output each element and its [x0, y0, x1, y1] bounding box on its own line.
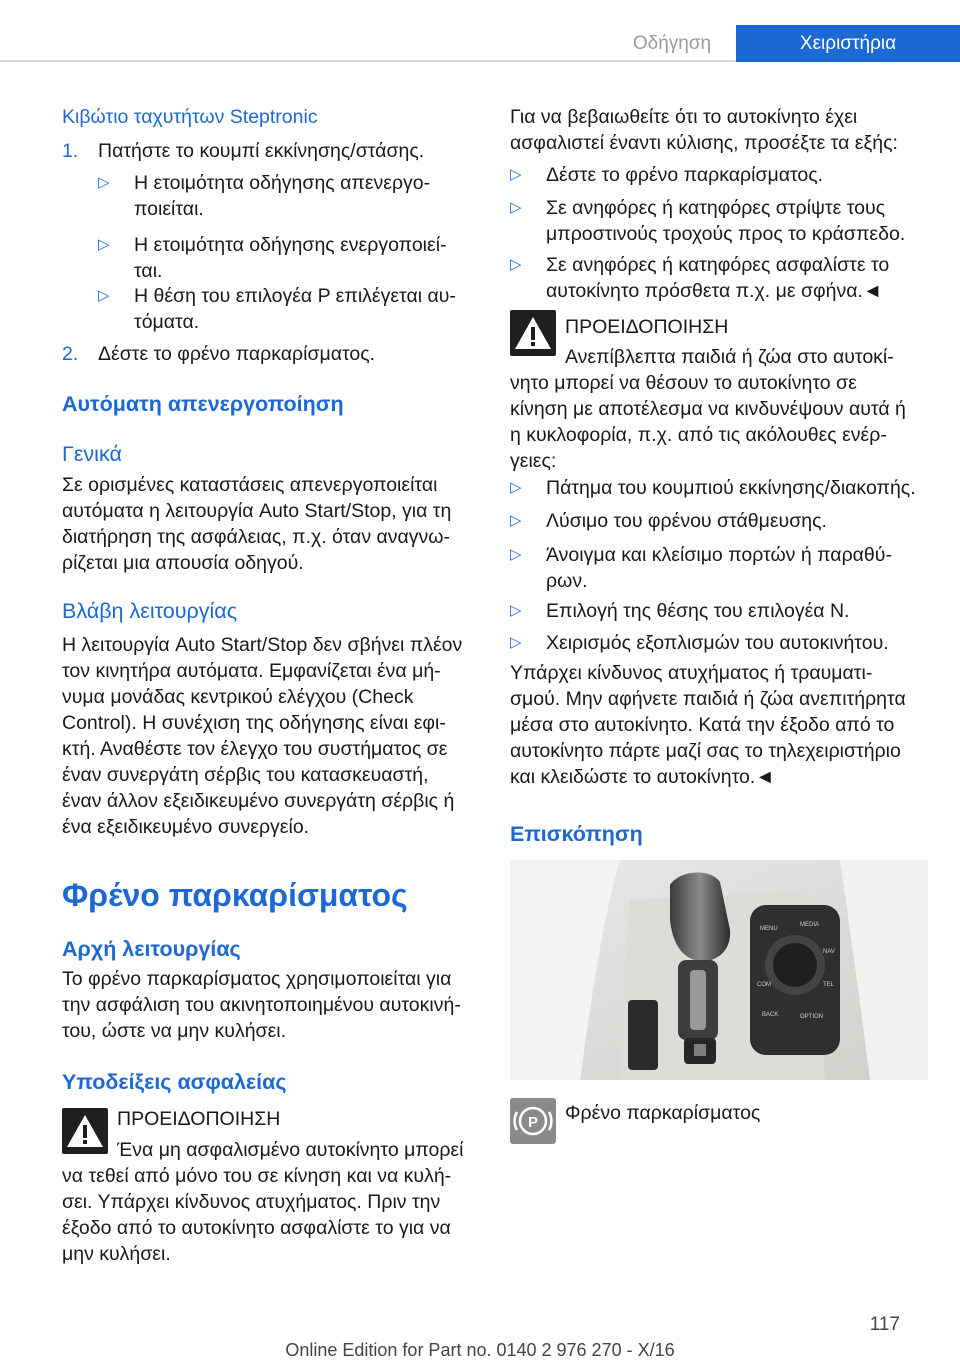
bullet-line: Η ετοιμότητα οδήγησης απενεργο‐ [134, 172, 431, 194]
text-line: την ασφάλιση του ακινητοποιημένου αυτοκινή‐ [62, 994, 461, 1016]
console-button-label: TEL [823, 982, 835, 988]
fault-paragraph [62, 632, 502, 840]
step-text: Πατήστε το κουμπί εκκίνησης/στάσης. [98, 140, 425, 162]
intro-paragraph [510, 104, 950, 156]
text-line: σμού. Μην αφήνετε παιδιά ή ζώα ανεπιτήρητα [510, 688, 906, 710]
text-line: έξοδο από το αυτοκίνητο ασφαλίστε το για να [62, 1217, 451, 1239]
triangle-bullet-icon: ▷ [98, 287, 110, 304]
text-line: γειες: [510, 450, 557, 472]
text-line: Το φρένο παρκαρίσματος χρησιμοποιείται για [62, 968, 452, 990]
general-paragraph [62, 472, 502, 576]
bullet-line: Η ετοιμότητα οδήγησης ενεργοποιεί‐ [134, 234, 447, 256]
text-line: Υπάρχει κίνδυνος ατυχήματος ή τραυματι‐ [510, 662, 873, 684]
text-line: αυτόματα η λειτουργία Auto Start/Stop, για τη [62, 500, 452, 522]
triangle-bullet-icon: ▷ [510, 479, 522, 496]
bullet-line: Λύσιμο του φρένου στάθμευσης. [546, 510, 827, 532]
bullet-line: Άνοιγμα και κλείσιμο πορτών ή παραθύ‐ [546, 544, 892, 566]
triangle-bullet-icon: ▷ [98, 174, 110, 191]
bullet-line: Πάτημα του κουμπιού εκκίνησης/διακοπής. [546, 477, 916, 499]
text-line: ρίζεται μια απουσία οδηγού. [62, 552, 304, 574]
text-line: νητο μπορεί να θέσουν το αυτοκίνητο σε [510, 372, 857, 394]
console-button-label: BACK [762, 1012, 779, 1018]
bullet-line: ρων. [546, 570, 588, 592]
text-line: ένα εξειδικευμένο συνεργείο. [62, 816, 310, 838]
text-line: διατήρηση της ασφάλειας, π.χ. όταν αναγνω‐ [62, 526, 451, 548]
principle-paragraph [62, 966, 502, 1044]
text-line: του, ώστε να μην κυλήσει. [62, 1020, 287, 1042]
general-heading: Γενικά [62, 442, 122, 466]
bullet-line: Σε ανηφόρες ή κατηφόρες στρίψτε τους [546, 197, 886, 219]
step-number: 1. [62, 140, 79, 162]
console-button-label: MEDIA [800, 922, 820, 928]
parking-brake-heading: Φρένο παρκαρίσματος [62, 877, 408, 913]
parking-brake-icon [510, 1098, 556, 1144]
triangle-bullet-icon: ▷ [510, 602, 522, 619]
triangle-bullet-icon: ▷ [510, 512, 522, 529]
triangle-bullet-icon: ▷ [98, 236, 110, 253]
bullet-line: Χειρισμός εξοπλισμών του αυτοκινήτου. [546, 632, 889, 654]
page-number: 117 [869, 1314, 900, 1335]
triangle-bullet-icon: ▷ [510, 256, 522, 273]
step-number: 2. [62, 343, 79, 365]
text-line: η κυκλοφορία, π.χ. από τις ακόλουθες ενέρ‐ [510, 424, 887, 446]
warning-label: ΠΡΟΕΙΔΟΠΟΙΗΣΗ [565, 316, 729, 338]
text-line: έναν συνεργάτη σέρβις του κατασκευαστή, [62, 764, 429, 786]
center-console-photo [510, 860, 928, 1080]
edition-footer: Online Edition for Part no. 0140 2 976 270 - X/16 [285, 1340, 675, 1360]
bullet-line: Σε ανηφόρες ή κατηφόρες ασφαλίστε το [546, 254, 890, 276]
tab-controls[interactable]: Χειριστήρια [736, 25, 960, 62]
text-line: να τεθεί από μόνο του σε κίνηση και να κυλή‐ [62, 1165, 452, 1187]
steptronic-title: Κιβώτιο ταχυτήτων Steptronic [62, 106, 318, 128]
triangle-bullet-icon: ▷ [510, 634, 522, 651]
text-line: αυτοκίνητο πάρτε μαζί σας το τηλεχειριστήριο [510, 740, 901, 762]
text-line: κτή. Αναθέστε τον έλεγχο του συστήματος σε [62, 738, 448, 760]
tab-driving[interactable]: Οδήγηση [632, 33, 712, 54]
bullet-line: Επιλογή της θέσης του επιλογέα N. [546, 600, 850, 622]
bullet-line: μπροστινούς τροχούς προς το κράσπεδο. [546, 223, 906, 245]
text-line: ασφαλιστεί έναντι κύλισης, προσέξτε τα εξής: [510, 132, 898, 154]
risk-paragraph [510, 660, 950, 790]
text-line: Η λειτουργία Auto Start/Stop δεν σβήνει πλέον [62, 634, 463, 656]
warning-icon [62, 1108, 108, 1154]
console-button-label: COM [757, 982, 771, 988]
text-line: μην κυλήσει. [62, 1243, 171, 1265]
safety-heading: Υποδείξεις ασφαλείας [62, 1070, 287, 1094]
text-line: και κλειδώστε το αυτοκίνητο.◄ [510, 766, 775, 788]
parking-brake-caption: Φρένο παρκαρίσματος [565, 1102, 761, 1124]
triangle-bullet-icon: ▷ [510, 546, 522, 563]
bullet-line: τόματα. [134, 311, 200, 333]
text-line: τον κινητήρα αυτόματα. Εμφανίζεται ένα μή‐ [62, 660, 441, 682]
triangle-bullet-icon: ▷ [510, 166, 522, 183]
overview-heading: Επισκόπηση [510, 822, 643, 846]
warning-line: Ανεπίβλεπτα παιδιά ή ζώα στο αυτοκί‐ [565, 346, 894, 368]
text-line: Control). Η συνέχιση της οδήγησης είναι εφι‐ [62, 712, 446, 734]
text-line: έναν άλλον εξειδικευμένο συνεργάτη σέρβις ή [62, 790, 455, 812]
text-line: μέσα στο αυτοκίνητο. Κατά την έξοδο από το [510, 714, 895, 736]
bullet-line: Η θέση του επιλογέα P επιλέγεται αυ‐ [134, 285, 456, 307]
bullet-line: ται. [134, 260, 163, 282]
console-button-label: OPTION [800, 1014, 824, 1020]
triangle-bullet-icon: ▷ [510, 199, 522, 216]
auto-off-heading: Αυτόματη απενεργοποίηση [62, 392, 344, 416]
text-line: Σε ορισμένες καταστάσεις απενεργοποιείται [62, 474, 438, 496]
warning-icon [510, 310, 556, 356]
text-line: κίνηση με αποτέλεσμα να κινδυνέψουν αυτά ή [510, 398, 906, 420]
warning-paragraph [510, 370, 950, 474]
warning-paragraph [62, 1163, 502, 1267]
text-line: νυμα μονάδας κεντρικού ελέγχου (Check [62, 686, 414, 708]
console-button-label: MENU [760, 926, 778, 932]
svg-text:P: P [527, 1114, 539, 1131]
fault-heading: Βλάβη λειτουργίας [62, 599, 238, 623]
principle-heading: Αρχή λειτουργίας [62, 937, 241, 961]
warning-label: ΠΡΟΕΙΔΟΠΟΙΗΣΗ [117, 1108, 281, 1130]
text-line: σει. Υπάρχει κίνδυνος ατυχήματος. Πριν την [62, 1191, 441, 1213]
step-text: Δέστε το φρένο παρκαρίσματος. [98, 343, 376, 365]
text-line: Για να βεβαιωθείτε ότι το αυτοκίνητο έχει [510, 106, 858, 128]
warning-line: Ένα μη ασφαλισμένο αυτοκίνητο μπορεί [117, 1139, 464, 1161]
console-button-label: NAV [823, 949, 835, 955]
bullet-line: Δέστε το φρένο παρκαρίσματος. [546, 164, 824, 186]
bullet-line: αυτοκίνητο πρόσθετα π.χ. με σφήνα.◄ [546, 280, 883, 302]
bullet-line: ποιείται. [134, 198, 204, 220]
